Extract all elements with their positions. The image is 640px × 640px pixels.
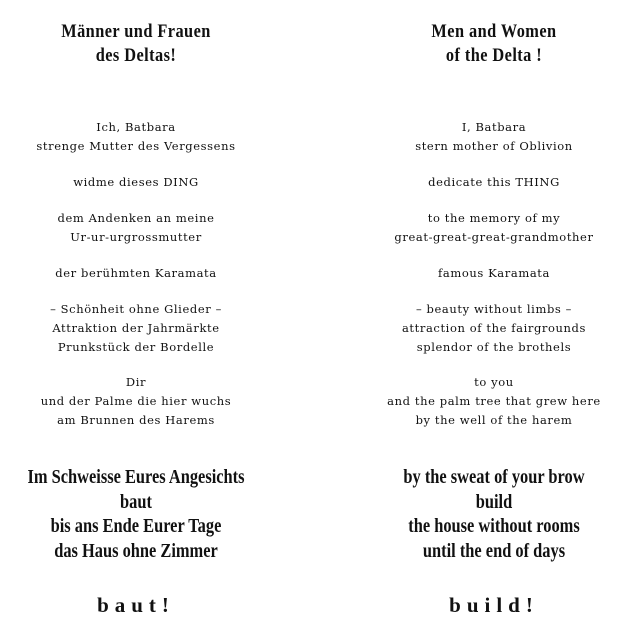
english-line: by the well of the harem [415,413,573,427]
german-closing-line: baut [120,490,152,513]
german-stanza [0,300,272,357]
english-line: splendor of the brothels [416,340,572,354]
german-line: – Schönheit ohne Glieder – [50,302,222,316]
english-line: great-great-great-grandmother [394,230,594,244]
german-line: Dir [125,375,147,389]
english-title-line: Men and Women [431,21,557,42]
english-stanza [348,118,640,156]
german-line: und der Palme die hier wuchs [40,394,232,408]
english-title-line: of the Delta ! [445,45,543,66]
english-line: to the memory of my [427,211,561,225]
german-closing-line: Im Schweisse Eures Angesichts [27,466,245,488]
english-stanza [348,373,640,430]
german-stanza [0,264,272,283]
english-closing-line: the house without rooms [408,515,580,537]
english-stanza [348,300,640,357]
german-stanza [0,373,272,430]
german-line: am Brunnen des Harems [57,413,215,427]
english-line: attraction of the fairgrounds [401,321,587,335]
english-final-word: build! [449,593,539,617]
german-title [19,20,253,68]
english-stanza [348,264,640,283]
german-line: Prunkstück der Bordelle [57,340,215,354]
german-line: dem Andenken an meine [57,211,215,225]
english-closing-line: build [475,490,513,513]
german-line: Ur-ur-urgrossmutter [70,230,202,244]
english-line: – beauty without limbs – [415,302,573,316]
german-line: Ich, Batbara [96,120,176,134]
english-closing-line: until the end of days [422,539,566,562]
english-line: I, Batbara [461,120,527,134]
german-line: strenge Mutter des Vergessens [36,139,236,153]
german-title-line: Männer und Frauen [61,21,211,42]
german-closing [24,465,247,563]
german-stanza [0,118,272,156]
german-closing-line: das Haus ohne Zimmer [54,539,218,562]
english-column [348,0,640,640]
english-line: to you [474,375,514,389]
english-closing-line: by the sweat of your brow [403,466,585,488]
english-line: dedicate this THING [428,175,560,189]
english-closing [374,465,613,563]
german-final-word: baut! [97,593,175,617]
german-line: widme dieses DING [73,175,199,189]
german-stanza [0,209,272,247]
english-title [368,20,619,68]
english-line: famous Karamata [438,266,550,280]
german-line: der berühmten Karamata [55,266,217,280]
german-line: Attraktion der Jahrmärkte [52,321,220,335]
english-line: stern mother of Oblivion [415,139,573,153]
german-title-line: des Deltas! [95,45,177,66]
german-stanza [0,173,272,192]
english-line: and the palm tree that grew here [387,394,601,408]
english-stanza [348,209,640,247]
german-column [0,0,272,640]
english-stanza [348,173,640,192]
german-closing-line: bis ans Ende Eurer Tage [50,515,222,537]
